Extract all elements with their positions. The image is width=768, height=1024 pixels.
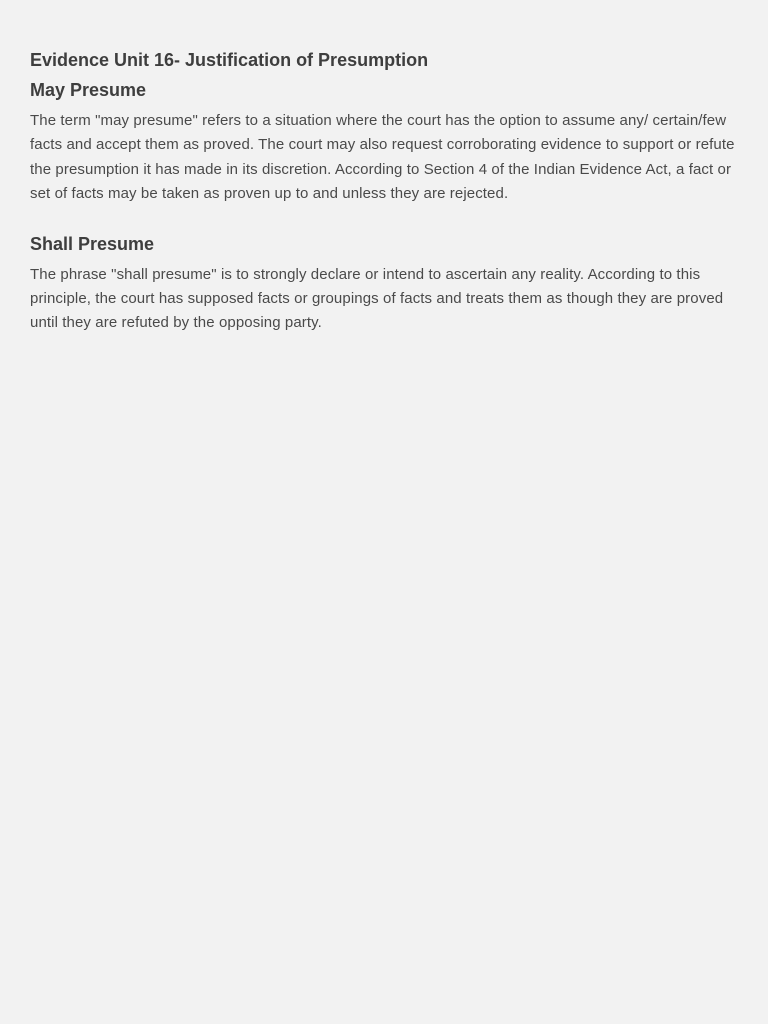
section-heading-shall-presume: Shall Presume bbox=[30, 233, 155, 254]
section-body-may-presume: The term "may presume" refers to a situation where the court has the option to assume any/ certain/few facts and accept them as proved. The court may also request corroborating evidence to support or refute the presumption it has made in its discretion. According to Section 4 of the Indian Evidence Act, a fact or set of facts may be taken as proven up to and unless they are rejected. bbox=[30, 112, 735, 203]
section-shall-presume bbox=[30, 231, 738, 336]
section-body-shall-presume: The phrase "shall presume" is to strongly declare or intend to ascertain any reality. According to this principle, the court has supposed facts or groupings of facts and treats them as though they are proved until they are refuted by the opposing party. bbox=[30, 265, 724, 332]
section-heading-may-presume: May Presume bbox=[30, 80, 147, 100]
document-title: Evidence Unit 16- Justification of Presumption bbox=[30, 50, 429, 70]
section-may-presume bbox=[30, 77, 738, 207]
